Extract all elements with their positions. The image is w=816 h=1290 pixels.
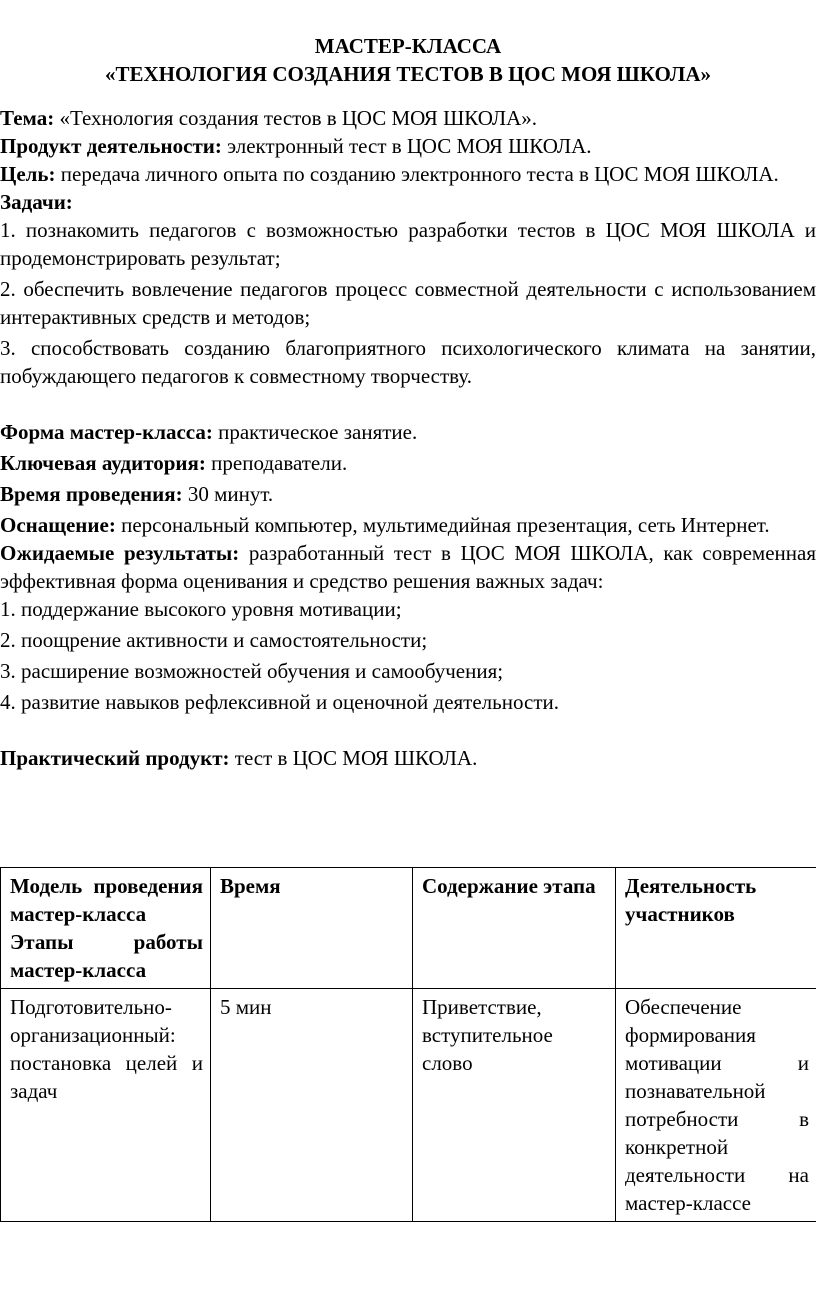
result-item-4: 4. развитие навыков рефлексивной и оценочной деятельности. (0, 690, 559, 714)
header-content: Содержание этапа (413, 868, 616, 989)
time-paragraph (0, 480, 816, 508)
result-item-2: 2. поощрение активности и самостоятельности; (0, 628, 428, 652)
audience-value: преподаватели. (205, 451, 348, 475)
results-value: разработанный тест в ЦОС МОЯ ШКОЛА, как современная эффективная форма оценивания и средство решения важных задач: (0, 541, 816, 593)
cell-stage: Подготовительно-организационный: постановка целей и задач (1, 989, 211, 1222)
tasks-heading (0, 188, 816, 216)
task-item-1: 1. познакомить педагогов с возможностью разработки тестов в ЦОС МОЯ ШКОЛА и продемонстрировать результат; (0, 218, 816, 270)
topic-paragraph (0, 104, 816, 132)
document-title-line-1: МАСТЕР-КЛАССА (314, 34, 502, 58)
audience-paragraph (0, 449, 816, 477)
audience-label: Ключевая аудитория: (0, 451, 206, 475)
goal-value: передача личного опыта по созданию электронного теста в ЦОС МОЯ ШКОЛА. (55, 162, 779, 186)
header-time: Время (211, 868, 413, 989)
result-item-3: 3. расширение возможностей обучения и самообучения; (0, 659, 504, 683)
result-item-1: 1. поддержание высокого уровня мотивации; (0, 597, 402, 621)
form-label: Форма мастер-класса: (0, 420, 213, 444)
product-value: электронный тест в ЦОС МОЯ ШКОЛА. (221, 134, 592, 158)
results-paragraph (0, 539, 816, 595)
cell-content: Приветствие, вступительное слово (413, 989, 616, 1222)
topic-label: Тема: (0, 106, 55, 130)
equipment-value: персональный компьютер, мультимедийная презентация, сеть Интернет. (115, 513, 770, 537)
goal-paragraph (0, 160, 816, 188)
task-item-2: 2. обеспечить вовлечение педагогов процесс совместной деятельности с использованием интерактивных средств и методов; (0, 277, 816, 329)
table-header-row (1, 868, 816, 989)
practical-paragraph (0, 744, 816, 772)
time-value: 30 минут. (182, 482, 274, 506)
practical-value: тест в ЦОС МОЯ ШКОЛА. (229, 746, 478, 770)
header-stage-model: Модель проведения мастер-класса Этапы работы мастер-класса (1, 868, 211, 989)
topic-value: «Технология создания тестов в ЦОС МОЯ ШКОЛА». (54, 106, 538, 130)
cell-activity: Обеспечение формирования мотивации и познавательной потребности в конкретной деятельности на мастер-классе (616, 989, 816, 1222)
document-body (0, 104, 816, 772)
equipment-paragraph (0, 511, 816, 539)
goal-label: Цель: (0, 162, 56, 186)
product-label: Продукт деятельности: (0, 134, 222, 158)
time-label: Время проведения: (0, 482, 183, 506)
practical-label: Практический продукт: (0, 746, 230, 770)
task-item-3: 3. способствовать созданию благоприятного психологического климата на занятии, побуждающего педагогов к совместному творчеству. (0, 336, 816, 388)
tasks-label: Задачи: (0, 190, 73, 214)
table-row (1, 989, 816, 1222)
equipment-label: Оснащение: (0, 513, 116, 537)
header-activity: Деятельность участников (616, 868, 816, 989)
document-title-line-2: «ТЕХНОЛОГИЯ СОЗДАНИЯ ТЕСТОВ В ЦОС МОЯ ШКОЛА» (104, 62, 712, 86)
results-label: Ожидаемые результаты: (0, 541, 240, 565)
form-paragraph (0, 418, 816, 446)
cell-time: 5 мин (211, 989, 413, 1222)
form-value: практическое занятие. (212, 420, 418, 444)
stages-table (0, 867, 816, 1222)
product-paragraph (0, 132, 816, 160)
